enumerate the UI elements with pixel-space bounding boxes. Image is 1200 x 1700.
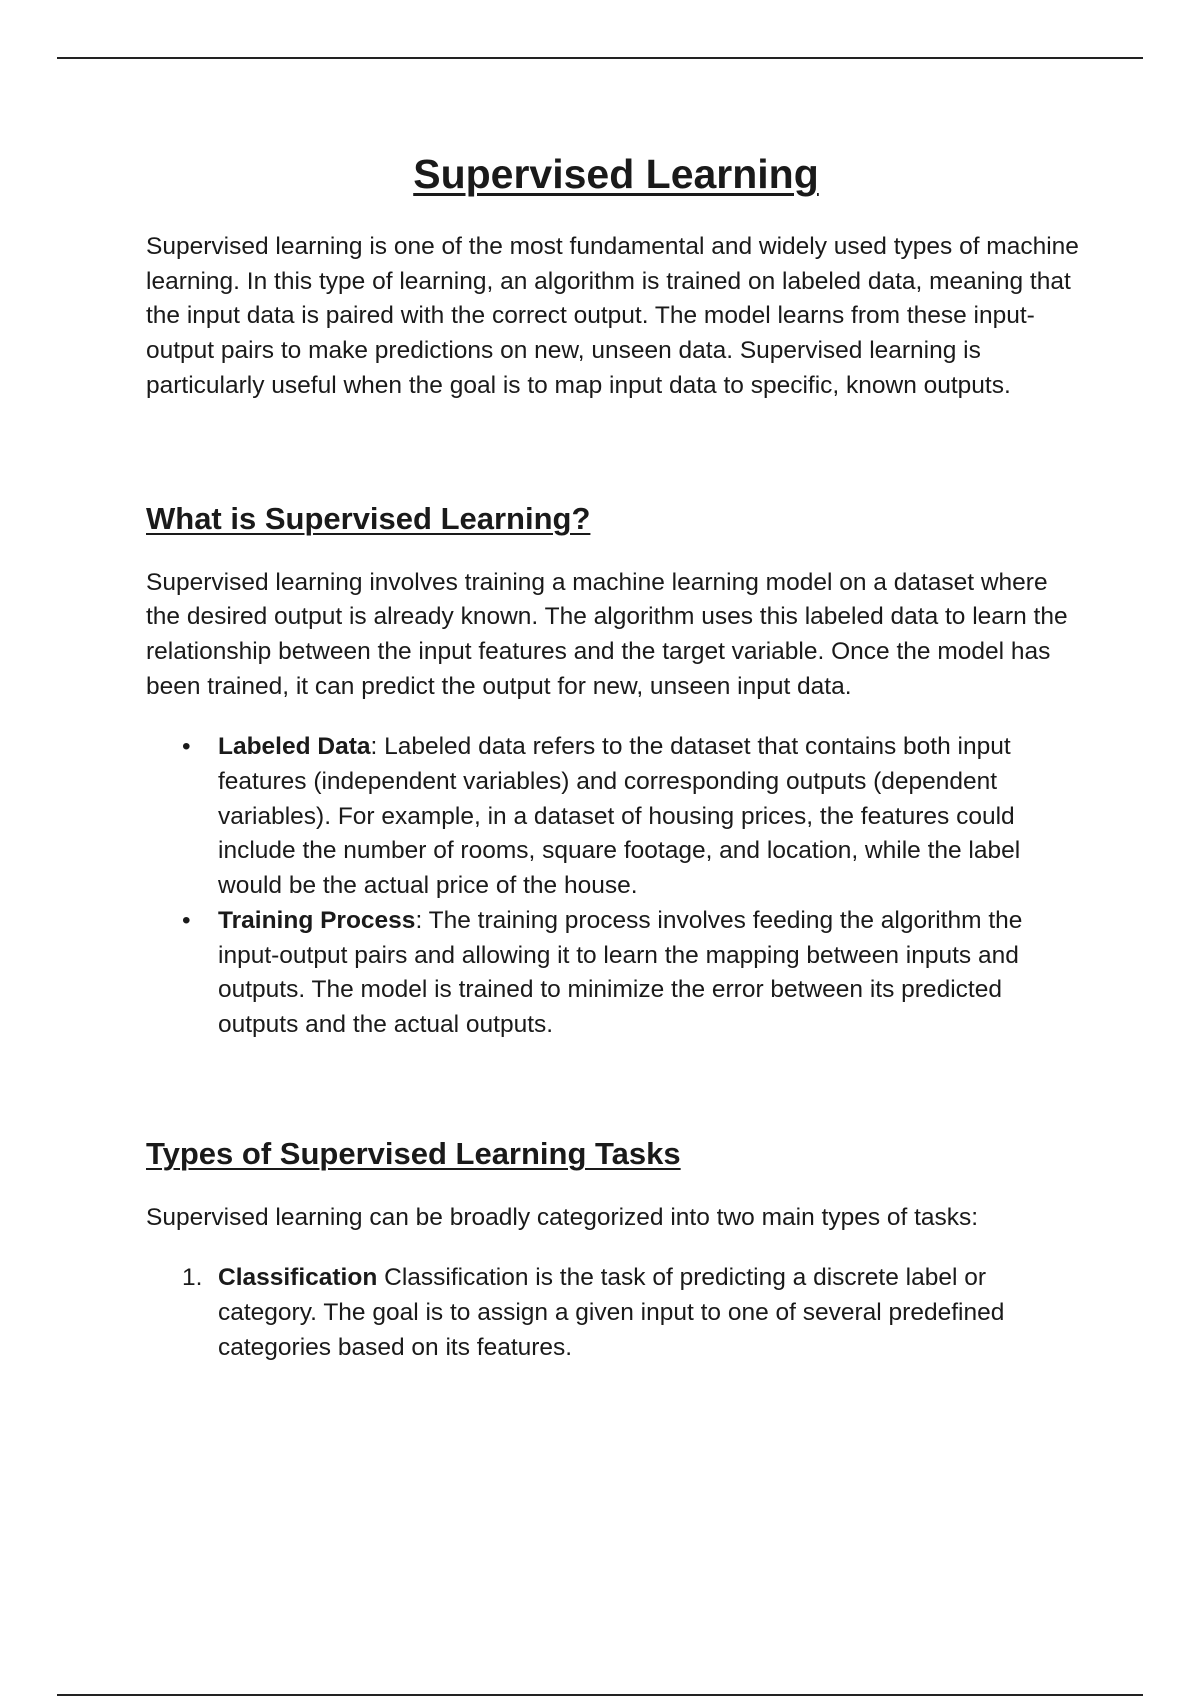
section-heading: Types of Supervised Learning Tasks <box>146 1135 681 1171</box>
top-rule <box>57 57 1143 59</box>
list-item-term: Classification <box>218 1264 378 1292</box>
list-number: 1. <box>182 1264 203 1292</box>
bullet-marker: • <box>182 733 191 761</box>
document-title: Supervised Learning <box>413 151 819 197</box>
list-item <box>146 904 1086 1043</box>
bullet-list <box>146 730 1086 1042</box>
list-item <box>146 1261 1086 1365</box>
section-paragraph: Supervised learning involves training a machine learning model on a dataset where the desired output is already known. The algorithm uses this labeled data to learn the relationship between the input features and the target variable. Once the model has been trained, it can predict the output for new, unseen input data. <box>146 568 1068 700</box>
list-item-text: : The training process involves feeding the algorithm the input-output pairs and allowing it to learn the mapping between inputs and outputs. The model is trained to minimize the error between its predicted outputs and the actual outputs. <box>218 906 1023 1038</box>
list-item <box>146 730 1086 904</box>
intro-paragraph: Supervised learning is one of the most fundamental and widely used types of machine learning. In this type of learning, an algorithm is trained on labeled data, meaning that the input data is paired with the correct output. The model learns from these input-output pairs to make predictions on new, unseen data. Supervised learning is particularly useful when the goal is to map input data to specific, known outputs. <box>146 233 1079 399</box>
section-heading: What is Supervised Learning? <box>146 500 591 536</box>
list-item-text: : Labeled data refers to the dataset that contains both input features (independent variables) and corresponding outputs (dependent variables). For example, in a dataset of housing prices, the features could include the number of rooms, square footage, and location, while the label would be the actual price of the house. <box>218 733 1021 900</box>
list-item-text: Classification is the task of predicting a discrete label or category. The goal is to assign a given input to one of several predefined categories based on its features. <box>218 1264 1005 1361</box>
bottom-rule <box>57 1694 1143 1696</box>
document-body <box>146 142 1086 1365</box>
numbered-list <box>146 1261 1086 1365</box>
list-item-term: Labeled Data <box>218 733 371 761</box>
list-item-term: Training Process <box>218 906 416 934</box>
section-paragraph: Supervised learning can be broadly categorized into two main types of tasks: <box>146 1203 979 1231</box>
bullet-marker: • <box>182 906 191 934</box>
